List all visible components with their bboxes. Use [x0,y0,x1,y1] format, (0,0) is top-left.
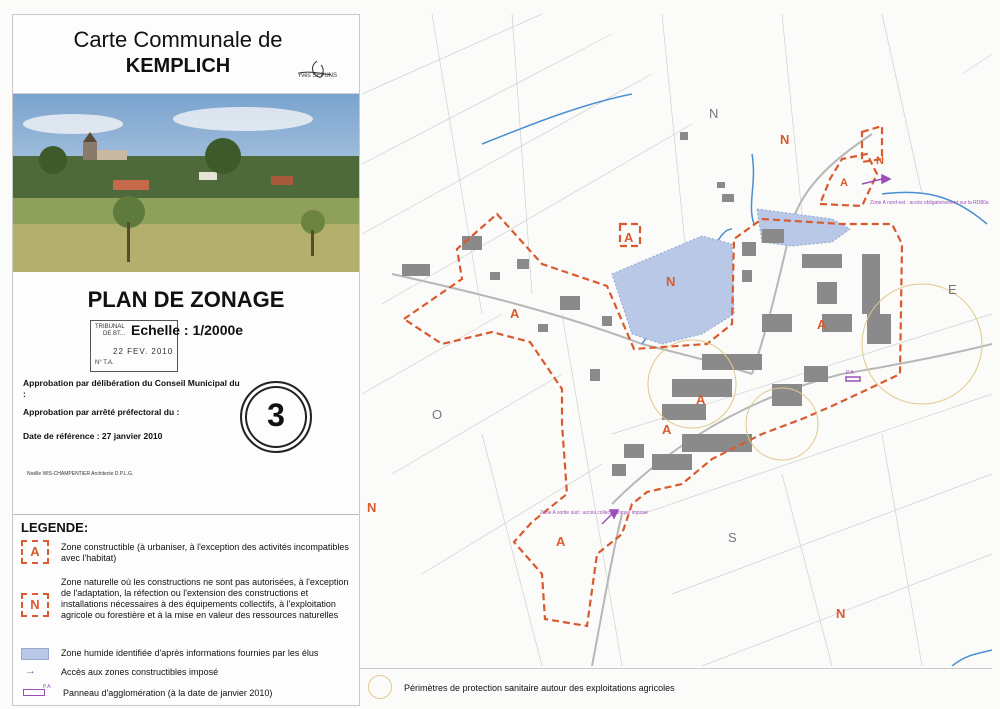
sector-label-south: S [728,530,737,545]
legend-panneau: Panneau d'agglomération (à la date de janvier 2010) [63,688,273,698]
panel-sign-map-label: P.A. [846,370,855,376]
stamp-date: 22 FEV. 2010 [113,347,174,356]
commune-name: KEMPLICH [125,55,231,77]
stamp-line-c: N° T.A. [95,360,114,366]
map-label-n-small: N [876,155,884,167]
zone-n-symbol: N [21,593,49,617]
perimeter-circle-icon [368,675,392,699]
map-label-n-north: N [780,132,790,147]
legend-access: Accès aux zones constructibles imposé [61,667,219,677]
architect-credit: Noëlle WIS-CHAMPENTIER Architecte D.P.L.G. [27,471,134,477]
plan-title: PLAN DE ZONAGE [87,287,285,312]
zone-a-symbol: A [21,540,49,564]
sector-label-north: N [709,106,719,121]
title-line1: Carte Communale de [73,27,283,52]
note-south: Zone A sortie sud : accès collectif unique imposé [540,510,648,516]
perimeter-legend [360,668,992,707]
map-label-a-east: A [817,317,827,332]
sector-label-west: O [432,407,443,422]
panel-sign-symbol [23,689,45,696]
note-northeast: Zone A nord-est : accès obligatoirement sur la RD80a [870,200,989,206]
legend-wetland: Zone humide identifiée d'après informations fournies par les élus [61,648,319,658]
legend-title: LEGENDE: [21,520,89,535]
sector-label-east: E [948,282,957,297]
zoning-map [362,14,992,666]
signature-name: Yves SEPUNS [297,73,337,79]
wetland-symbol [21,648,49,660]
approval-prefectoral: Approbation par arrêté préfectoral du : [23,407,180,417]
map-label-n-west: N [367,500,377,515]
map-label-a-west: A [510,306,520,321]
approval-conseil: Approbation par délibération du Conseil Municipal du : [23,378,240,399]
map-label-n-wetland: N [666,274,676,289]
reference-date: Date de référence : 27 janvier 2010 [23,431,163,441]
legend-zone-a: Zone constructible (à urbaniser, à l'exception des activités incompatibles avec l'habitat) [61,542,349,563]
map-label-a-south: A [556,534,566,549]
title-block [13,15,359,94]
title-panel [12,14,360,706]
perimeter-text: Périmètres de protection sanitaire autour des exploitations agricoles [404,683,675,693]
map-label-a-center: A [696,392,706,407]
scale-label: Echelle : 1/2000e [131,322,244,338]
map-label-a-northeast: A [840,177,848,189]
map-label-a-box: A [624,230,634,245]
legend [13,514,359,706]
stamp-line-a: TRIBUNAL [95,324,125,330]
map-label-n-southeast: N [836,606,846,621]
stamp-line-b: DE BT... [103,331,126,337]
village-photo [13,94,359,272]
map-label-a-road: A [662,422,672,437]
signature-icon [279,57,339,87]
access-arrow-icon: → [25,665,36,677]
plan-number-badge [240,381,312,453]
panel-sign-label: P.A. [43,684,52,690]
legend-zone-n: Zone naturelle où les constructions ne sont pas autorisées, à l'exception de l'adaptation, la réfection ou l'extension des constructions et installations nécessaires à des équipements collectifs, à l'exploitation agricole ou forestière et à la mise en valeur des ressources naturelles [61,577,349,620]
plan-number: 3 [267,397,285,433]
